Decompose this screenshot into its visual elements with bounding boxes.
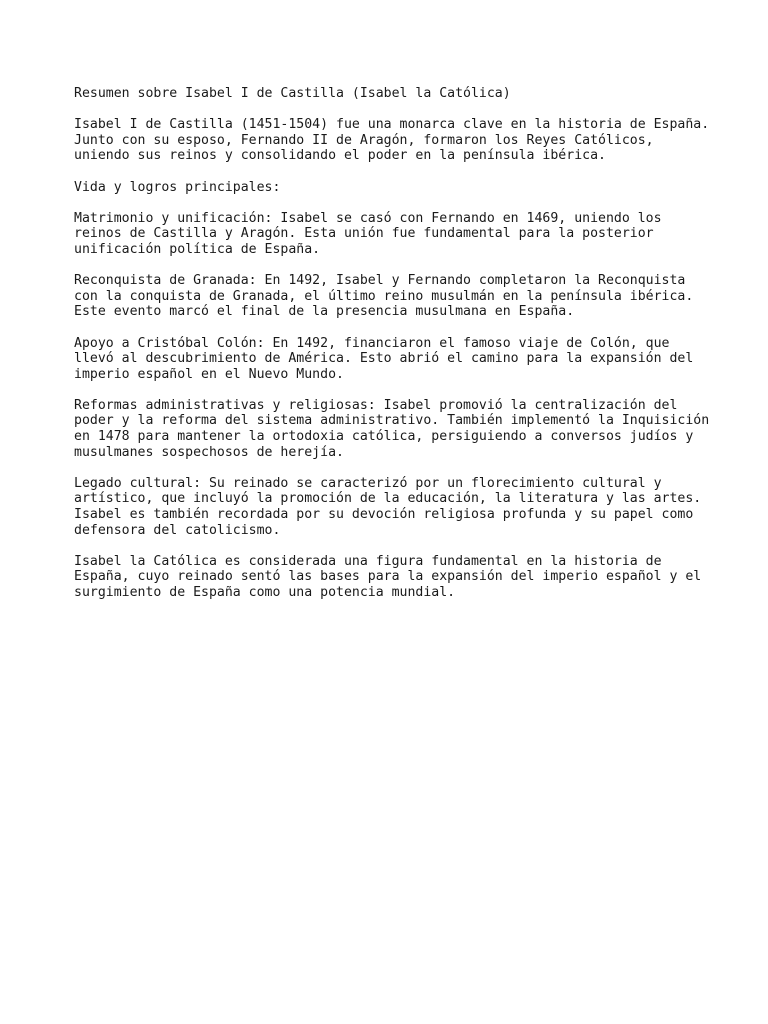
document-title: Resumen sobre Isabel I de Castilla (Isabel la Católica) bbox=[74, 86, 511, 101]
paragraph-reconquista: Reconquista de Granada: En 1492, Isabel y Fernando completaron la Reconquista con la conquista de Granada, el último reino musulmán en la península ibérica. Este evento marcó el final de la presencia musulmana en España. bbox=[74, 273, 694, 320]
paragraph-matrimonio: Matrimonio y unificación: Isabel se casó con Fernando en 1469, uniendo los reinos de Castilla y Aragón. Esta unión fue fundamental para la posterior unificación política de España. bbox=[74, 210, 662, 257]
paragraph-reformas: Reformas administrativas y religiosas: Isabel promovió la centralización del poder y la reforma del sistema administrativo. También implementó la Inquisición en 1478 para mantener la ortodoxia católica, persiguiendo a conversos judíos y musulmanes sospechosos de herejía. bbox=[74, 397, 710, 460]
paragraph-colon: Apoyo a Cristóbal Colón: En 1492, financiaron el famoso viaje de Colón, que llevó al descubrimiento de América. Esto abrió el camino para la expansión del imperio español en el Nuevo Mundo. bbox=[74, 335, 694, 382]
paragraph-legado: Legado cultural: Su reinado se caracterizó por un florecimiento cultural y artístico, que incluyó la promoción de la educación, la literatura y las artes. Isabel es también recordada por su devoción religiosa profunda y su papel como defensora del catolicismo. bbox=[74, 475, 702, 538]
paragraph-intro: Isabel I de Castilla (1451-1504) fue una monarca clave en la historia de España. Junto con su esposo, Fernando II de Aragón, formaron los Reyes Católicos, uniendo sus reinos y consolidando el poder en la península ibérica. bbox=[74, 117, 710, 164]
paragraph-conclusion: Isabel la Católica es considerada una figura fundamental en la historia de España, cuyo reinado sentó las bases para la expansión del imperio español y el surgimiento de España como una potencia mundial. bbox=[74, 553, 702, 600]
paragraph-section-heading: Vida y logros principales: bbox=[74, 179, 281, 195]
document-page bbox=[74, 86, 724, 616]
